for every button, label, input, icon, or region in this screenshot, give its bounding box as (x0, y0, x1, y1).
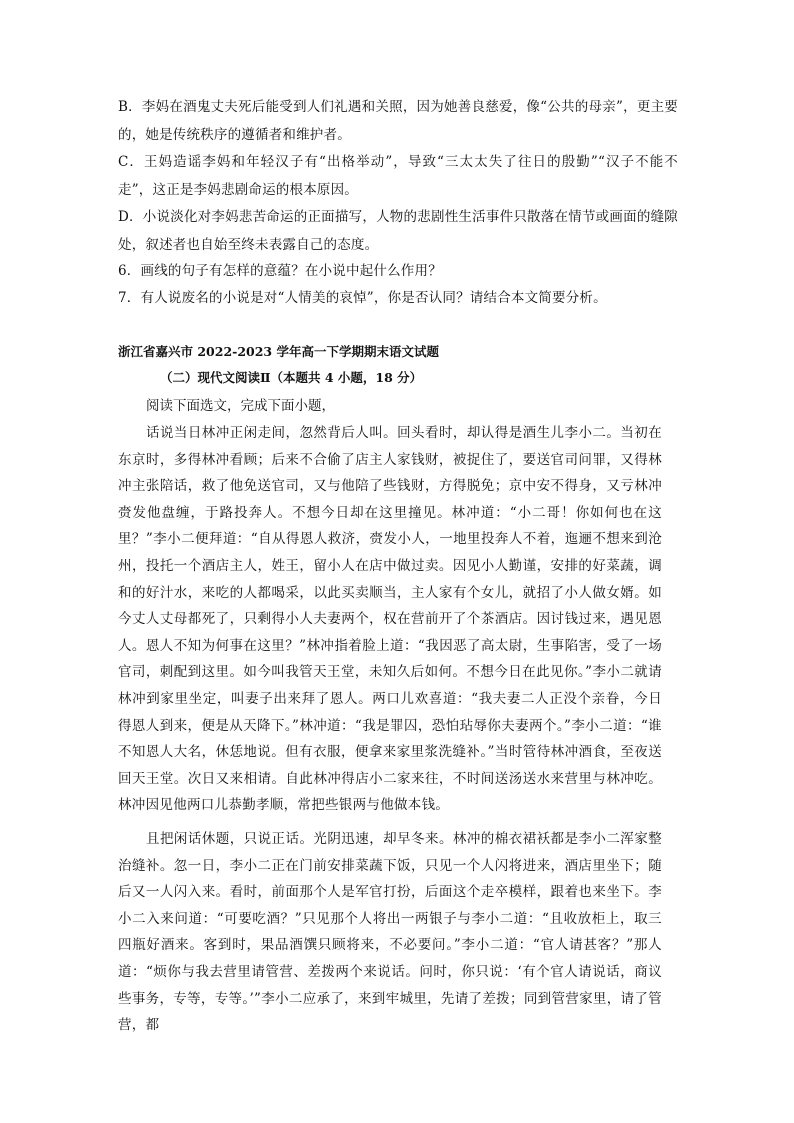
question-7: 7．有人说废名的小说是对“人情美的哀悼”，你是否认同？请结合本文简要分析。 (118, 290, 607, 306)
option-d: D．小说淡化对李妈悲苦命运的正面描写，人物的悲剧性生活事件只散落在情节或画面的缝隙处，叙述者也自始至终未表露自己的态度。 (118, 209, 678, 253)
passage-paragraph-1: 话说当日林冲正闲走间，忽然背后人叫。回头看时，却认得是酒生儿李小二。当初在东京时，多得林冲看顾；后来不合偷了店主人家钱财，被捉住了，要送官司问罪，又得林冲主张陪话，救了他免送官司，又与他陪了些钱财，方得脱免；京中安不得身，又亏林冲赍发他盘缠，于路投奔人。不想今日却在这里撞见。林冲道：“小二哥！你如何也在这里？”李小二便拜道：“自从得恩人救济，赍发小人，一地里投奔人不着，迤逦不想来到沧州，投托一个酒店主人，姓王，留小人在店中做过卖。因见小人勤谨，安排的好菜蔬，调和的好汁水，来吃的人都喝采，以此买卖顺当，主人家有个女儿，就招了小人做女婿。如今丈人丈母都死了，只剩得小人夫妻两个，权在营前开了个茶酒店。因讨钱过来，遇见恩人。恩人不知为何事在这里？”林冲指着脸上道：“我因恶了高太尉，生事陷害，受了一场官司，刺配到这里。如今叫我管天王堂，未知久后如何。不想今日在此见你。”李小二就请林冲到家里坐定，叫妻子出来拜了恩人。两口儿欢喜道：“我夫妻二人正没个亲眷，今日得恩人到来，便是从天降下。”林冲道：“我是罪囚，恐怕玷辱你夫妻两个。”李小二道：“谁不知恩人大名，休恁地说。但有衣服，便拿来家里浆洗缝补。”当时管待林冲酒食，至夜送回天王堂。次日又来相请。自此林冲得店小二家来往，不时间送汤送水来营里与林冲吃。林冲因见他两口儿恭勤孝顺，常把些银两与他做本钱。 (118, 425, 662, 814)
section-heading: （二）现代文阅读Ⅱ（本题共 4 小题，18 分） (160, 370, 423, 385)
option-b: B．李妈在酒鬼丈夫死后能受到人们礼遇和关照，因为她善良慈爱，像“公共的母亲”，更主要的，她是传统秩序的遵循者和维护者。 (118, 99, 678, 143)
option-c: C．王妈造谣李妈和年轻汉子有“出格举动”，导致“三太太失了往日的殷勤”“汉子不能不走”，这正是李妈悲剧命运的根本原因。 (118, 154, 678, 198)
reading-instruction: 阅读下面选文，完成下面小题， (146, 398, 335, 414)
question-6: 6．画线的句子有怎样的意蕴？在小说中起什么作用？ (118, 263, 442, 279)
passage-paragraph-2: 且把闲话休题，只说正话。光阴迅速，却早冬来。林冲的棉衣裙袄都是李小二浑家整治缝补。忽一日，李小二正在门前安排菜蔬下饭，只见一个人闪将进来，酒店里坐下；随后又一人闪入来。看时，前面那个人是军官打扮，后面这个走卒模样，跟着也来坐下。李小二入来问道：“可要吃酒？”只见那个人将出一两银子与李小二道：“且收放柜上，取三四瓶好酒来。客到时，果品酒馔只顾将来，不必要问。”李小二道：“官人请甚客？”那人道：“烦你与我去营里请管营、差拨两个来说话。问时，你只说：‘有个官人请说话，商议些事务，专等，专等。’”李小二应承了，来到牢城里，先请了差拨；同到管营家里，请了管营，都 (118, 831, 662, 1034)
source-title: 浙江省嘉兴市 2022-2023 学年高一下学期期末语文试题 (118, 344, 439, 359)
